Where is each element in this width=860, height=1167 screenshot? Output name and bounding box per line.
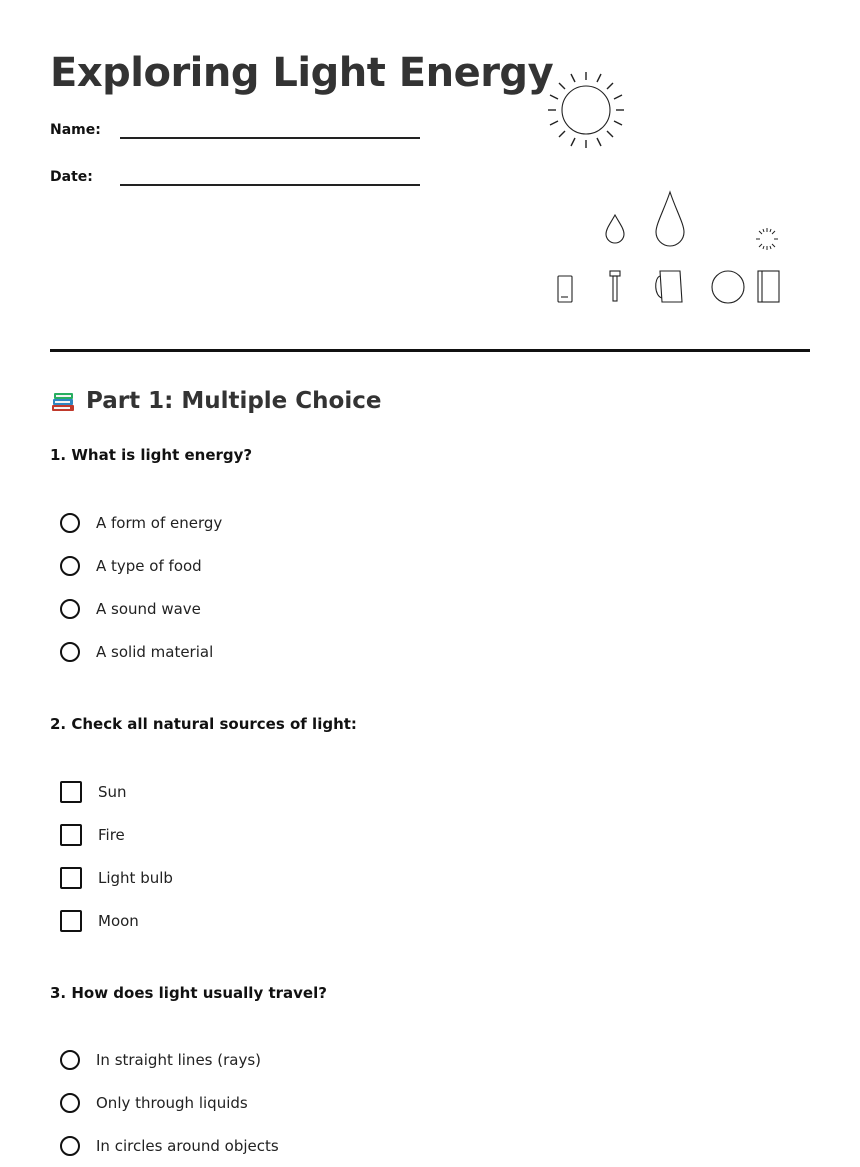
option-item[interactable]	[60, 630, 222, 673]
option-item[interactable]	[60, 1081, 279, 1124]
name-field[interactable]	[120, 137, 420, 139]
option-item[interactable]	[60, 501, 222, 544]
water-drop-icon	[656, 192, 684, 246]
section-title-text: Part 1: Multiple Choice	[86, 388, 382, 414]
question-1: 1. What is light energy?	[50, 446, 253, 464]
option-item[interactable]	[60, 813, 173, 856]
section-title-part1	[50, 388, 381, 414]
worksheet-title: Exploring Light Energy	[50, 50, 554, 96]
radio-button[interactable]	[60, 556, 80, 576]
section-divider	[50, 349, 810, 352]
option-label: In circles around objects	[96, 1136, 279, 1155]
option-item[interactable]	[60, 587, 222, 630]
sun-icon	[548, 72, 624, 148]
option-item[interactable]	[60, 899, 173, 942]
radio-button[interactable]	[60, 513, 80, 533]
option-label: A type of food	[96, 556, 202, 575]
radio-button[interactable]	[60, 1050, 80, 1070]
name-label: Name:	[50, 122, 101, 138]
radio-button[interactable]	[60, 642, 80, 662]
date-field[interactable]	[120, 184, 420, 186]
option-label: Moon	[98, 911, 139, 930]
option-item[interactable]	[60, 770, 173, 813]
phone-icon	[558, 276, 572, 302]
question-3-options	[60, 1038, 279, 1167]
flashlight-icon	[610, 271, 620, 301]
mug-icon	[656, 271, 682, 302]
option-label: A form of energy	[96, 513, 223, 532]
circle-mirror-icon	[712, 271, 744, 303]
question-2: 2. Check all natural sources of light:	[50, 715, 357, 733]
option-label: In straight lines (rays)	[96, 1050, 262, 1069]
light-sources-illustration	[520, 60, 820, 320]
option-item[interactable]	[60, 856, 173, 899]
checkbox[interactable]	[60, 781, 82, 803]
option-label: Fire	[98, 825, 125, 844]
small-drop-icon	[606, 215, 624, 243]
question-3: 3. How does light usually travel?	[50, 984, 327, 1002]
question-1-options	[60, 501, 222, 673]
option-item[interactable]	[60, 1038, 279, 1081]
checkbox[interactable]	[60, 910, 82, 932]
option-label: Light bulb	[98, 868, 173, 887]
option-label: Sun	[98, 782, 127, 801]
book-icon	[758, 271, 779, 302]
radio-button[interactable]	[60, 599, 80, 619]
option-label: A sound wave	[96, 599, 201, 618]
books-icon	[50, 388, 76, 414]
checkbox[interactable]	[60, 824, 82, 846]
radio-button[interactable]	[60, 1093, 80, 1113]
checkbox[interactable]	[60, 867, 82, 889]
date-field-row	[50, 169, 420, 199]
option-label: Only through liquids	[96, 1093, 248, 1112]
date-label: Date:	[50, 169, 93, 185]
question-2-options	[60, 770, 173, 942]
radio-button[interactable]	[60, 1136, 80, 1156]
sparkle-icon	[756, 228, 778, 250]
name-field-row	[50, 122, 420, 152]
option-item[interactable]	[60, 544, 222, 587]
option-label: A solid material	[96, 642, 214, 661]
